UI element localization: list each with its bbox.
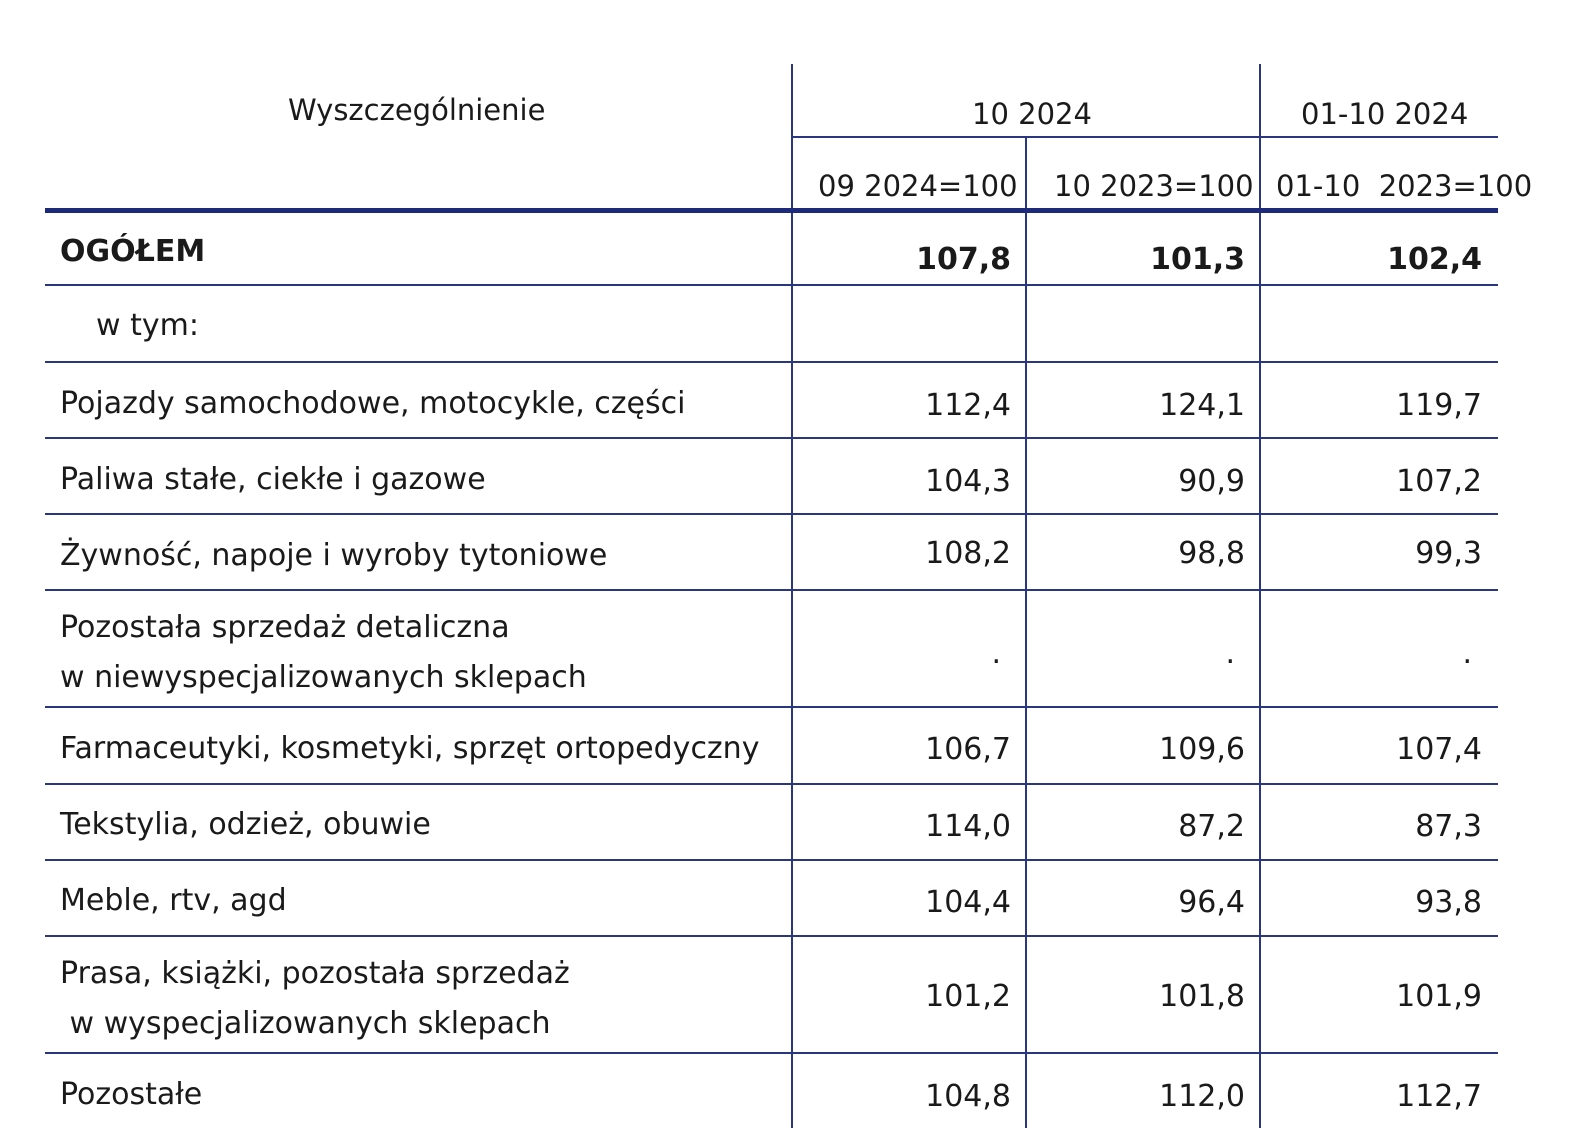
- cell-prev-month: 101,2: [925, 979, 1011, 1014]
- cell-prev-year: 112,0: [1159, 1079, 1245, 1114]
- table-row: [45, 363, 1498, 437]
- row-label-line2: w niewyspecjalizowanych sklepach: [60, 660, 587, 695]
- row-label: Meble, rtv, agd: [60, 883, 287, 918]
- row-label-line2: w wyspecjalizowanych sklepach: [60, 1006, 551, 1041]
- cell-prev-year: 98,8: [1178, 536, 1245, 571]
- table-row: [45, 861, 1498, 935]
- row-label: Pojazdy samochodowe, motocykle, części: [60, 386, 686, 421]
- cell-ytd: 99,3: [1415, 536, 1482, 571]
- table-row-subheading: [45, 286, 1498, 361]
- cell-ytd: 119,7: [1396, 388, 1482, 423]
- cell-ytd: .: [1462, 636, 1472, 671]
- row-label: Pozostałe: [60, 1077, 203, 1112]
- cell-ytd: 101,9: [1396, 979, 1482, 1014]
- table-row: [45, 708, 1498, 783]
- header-group-underline: [792, 136, 1498, 138]
- cell-prev-month: 114,0: [925, 809, 1011, 844]
- table-row: [45, 937, 1498, 1052]
- cell-prev-year: 109,6: [1159, 732, 1245, 767]
- header-sub-prev-month: 09 2024=100: [818, 169, 1018, 203]
- cell-prev-year: 90,9: [1178, 464, 1245, 499]
- row-label: Żywność, napoje i wyroby tytoniowe: [60, 538, 608, 573]
- table-row: [45, 515, 1498, 589]
- cell-prev-month: 108,2: [925, 536, 1011, 571]
- row-label-line1: Pozostała sprzedaż detaliczna: [60, 610, 510, 645]
- cell-ytd: 102,4: [1387, 242, 1482, 277]
- header-sub-ytd-prev-year: 01-10 2023=100: [1276, 169, 1533, 203]
- cell-ytd: 112,7: [1396, 1079, 1482, 1114]
- cell-ytd: 107,4: [1396, 732, 1482, 767]
- cell-prev-month: 104,4: [925, 885, 1011, 920]
- cell-prev-year: 101,8: [1159, 979, 1245, 1014]
- cell-prev-month: 107,8: [916, 242, 1011, 277]
- header-group-ytd: 01-10 2024: [1301, 97, 1469, 131]
- table-row: [45, 591, 1498, 706]
- header-sub-prev-year: 10 2023=100: [1054, 169, 1254, 203]
- cell-ytd: 93,8: [1415, 885, 1482, 920]
- cell-ytd: 87,3: [1415, 809, 1482, 844]
- cell-prev-month: 104,3: [925, 464, 1011, 499]
- cell-prev-year: .: [1225, 636, 1235, 671]
- cell-prev-year: 124,1: [1159, 388, 1245, 423]
- row-label: Farmaceutyki, kosmetyki, sprzęt ortopedyczny: [60, 731, 760, 766]
- row-label: w tym:: [96, 308, 199, 343]
- cell-prev-year: 96,4: [1178, 885, 1245, 920]
- row-label: Paliwa stałe, ciekłe i gazowe: [60, 462, 486, 497]
- cell-prev-month: .: [991, 636, 1001, 671]
- table-row: [45, 1054, 1498, 1128]
- table-row-total: [45, 213, 1498, 284]
- cell-prev-month: 112,4: [925, 388, 1011, 423]
- table-header: [45, 64, 1533, 212]
- row-label: Tekstylia, odzież, obuwie: [60, 807, 431, 842]
- table-row: [45, 785, 1498, 859]
- header-description: Wyszczególnienie: [288, 93, 546, 127]
- cell-prev-month: 106,7: [925, 732, 1011, 767]
- cell-prev-month: 104,8: [925, 1079, 1011, 1114]
- cell-prev-year: 101,3: [1150, 242, 1245, 277]
- cell-prev-year: 87,2: [1178, 809, 1245, 844]
- table-row: [45, 439, 1498, 513]
- row-label-line1: Prasa, książki, pozostała sprzedaż: [60, 956, 570, 991]
- header-group-month: 10 2024: [972, 97, 1092, 131]
- row-label: OGÓŁEM: [60, 234, 206, 269]
- cell-ytd: 107,2: [1396, 464, 1482, 499]
